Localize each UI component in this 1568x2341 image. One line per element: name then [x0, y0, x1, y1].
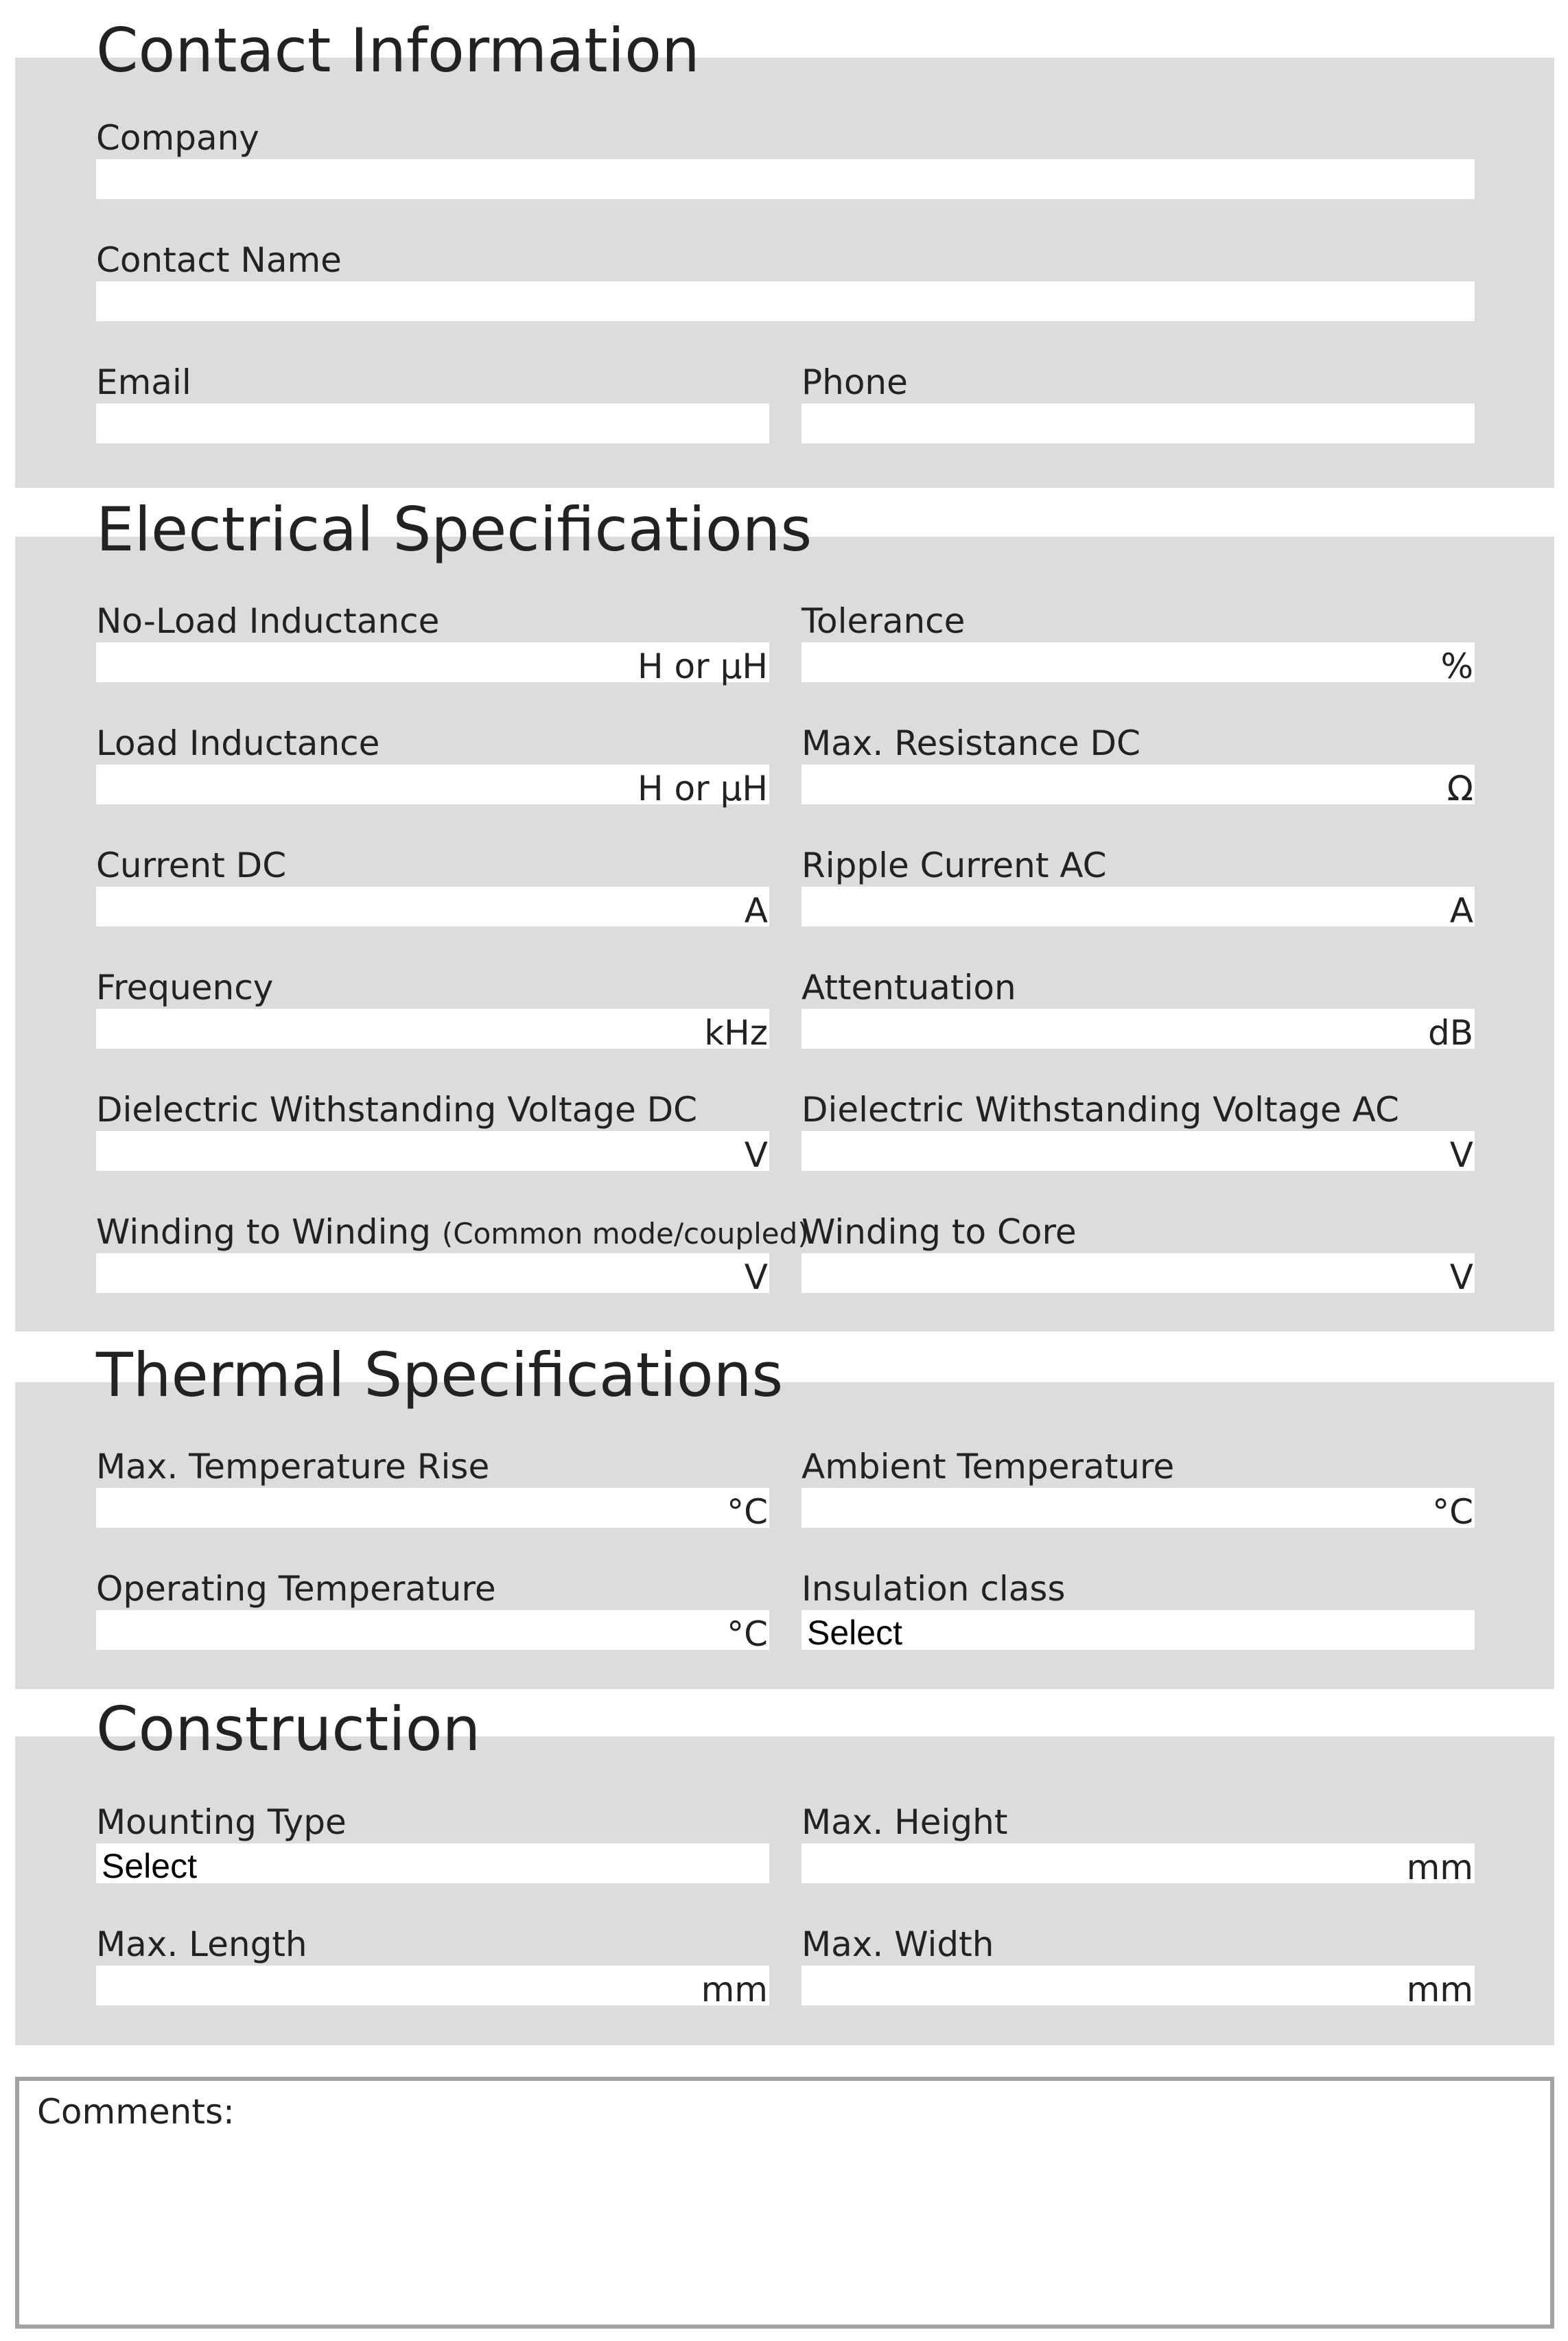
electrical-heading: Electrical Specifications	[96, 494, 812, 565]
attenuation-label: Attentuation	[801, 968, 1016, 1008]
current-dc-label: Current DC	[96, 846, 287, 885]
company-field[interactable]	[96, 159, 1475, 199]
attenuation-unit: dB	[1427, 1013, 1473, 1053]
contact-name-field[interactable]	[96, 281, 1475, 321]
max-resistance-dc-unit: Ω	[1447, 769, 1473, 808]
max-temp-rise-field[interactable]	[96, 1488, 769, 1532]
comments-label: Comments:	[37, 2092, 235, 2132]
company-label: Company	[96, 118, 259, 158]
ripple-current-ac-unit: A	[1449, 891, 1473, 931]
winding-to-winding-note: (Common mode/coupled)	[441, 1217, 809, 1250]
insulation-class-label: Insulation class	[801, 1569, 1066, 1609]
no-load-inductance-unit: H or µH	[637, 647, 768, 686]
winding-to-core-label: Winding to Core	[801, 1212, 1077, 1252]
max-width-unit: mm	[1406, 1970, 1473, 2010]
ripple-current-ac-label: Ripple Current AC	[801, 846, 1107, 885]
contact-name-label: Contact Name	[96, 240, 342, 280]
winding-to-winding-field[interactable]	[96, 1253, 769, 1297]
max-temp-rise-unit: °C	[727, 1492, 768, 1532]
insulation-class-value: Select	[807, 1614, 902, 1652]
max-length-field[interactable]	[96, 1966, 769, 2010]
mounting-type-select[interactable]	[96, 1843, 769, 1883]
load-inductance-field[interactable]	[96, 765, 769, 808]
frequency-unit: kHz	[704, 1013, 768, 1053]
mounting-type-value: Select	[102, 1847, 197, 1885]
max-resistance-dc-field[interactable]	[801, 765, 1475, 808]
dwv-ac-unit: V	[1449, 1135, 1473, 1175]
tolerance-unit: %	[1440, 647, 1473, 686]
email-field[interactable]	[96, 404, 769, 443]
ripple-current-ac-field[interactable]	[801, 887, 1475, 931]
mounting-type-label: Mounting Type	[96, 1802, 347, 1842]
max-height-unit: mm	[1406, 1848, 1473, 1887]
max-length-label: Max. Length	[96, 1924, 307, 1964]
ambient-temp-label: Ambient Temperature	[801, 1447, 1175, 1487]
insulation-class-select[interactable]	[801, 1610, 1475, 1650]
dwv-dc-label: Dielectric Withstanding Voltage DC	[96, 1090, 698, 1130]
no-load-inductance-label: No-Load Inductance	[96, 601, 440, 641]
max-length-unit: mm	[701, 1970, 768, 2010]
winding-to-winding-unit: V	[744, 1257, 768, 1297]
max-temp-rise-label: Max. Temperature Rise	[96, 1447, 490, 1487]
max-height-label: Max. Height	[801, 1802, 1008, 1842]
email-label: Email	[96, 362, 191, 402]
winding-to-winding-label	[96, 1212, 809, 1252]
current-dc-unit: A	[744, 891, 768, 931]
tolerance-label: Tolerance	[801, 601, 966, 641]
load-inductance-label: Load Inductance	[96, 723, 380, 763]
dwv-ac-label: Dielectric Withstanding Voltage AC	[801, 1090, 1399, 1130]
comments-box[interactable]	[15, 2077, 1554, 2329]
tolerance-field[interactable]	[801, 642, 1475, 686]
operating-temp-field[interactable]	[96, 1610, 769, 1654]
frequency-label: Frequency	[96, 968, 274, 1008]
max-width-field[interactable]	[801, 1966, 1475, 2010]
winding-to-core-field[interactable]	[801, 1253, 1475, 1297]
thermal-heading: Thermal Specifications	[96, 1340, 784, 1410]
max-height-field[interactable]	[801, 1843, 1475, 1887]
contact-heading: Contact Information	[96, 15, 700, 86]
no-load-inductance-field[interactable]	[96, 642, 769, 686]
ambient-temp-unit: °C	[1432, 1492, 1473, 1532]
phone-field[interactable]	[801, 404, 1475, 443]
dwv-dc-field[interactable]	[96, 1131, 769, 1175]
construction-heading: Construction	[96, 1694, 481, 1765]
attenuation-field[interactable]	[801, 1009, 1475, 1053]
frequency-field[interactable]	[96, 1009, 769, 1053]
max-width-label: Max. Width	[801, 1924, 994, 1964]
load-inductance-unit: H or µH	[637, 769, 768, 808]
phone-label: Phone	[801, 362, 908, 402]
dwv-ac-field[interactable]	[801, 1131, 1475, 1175]
current-dc-field[interactable]	[96, 887, 769, 931]
operating-temp-label: Operating Temperature	[96, 1569, 496, 1609]
dwv-dc-unit: V	[744, 1135, 768, 1175]
winding-to-core-unit: V	[1449, 1257, 1473, 1297]
max-resistance-dc-label: Max. Resistance DC	[801, 723, 1140, 763]
winding-to-winding-label-text: Winding to Winding	[96, 1212, 431, 1252]
ambient-temp-field[interactable]	[801, 1488, 1475, 1532]
operating-temp-unit: °C	[727, 1614, 768, 1654]
